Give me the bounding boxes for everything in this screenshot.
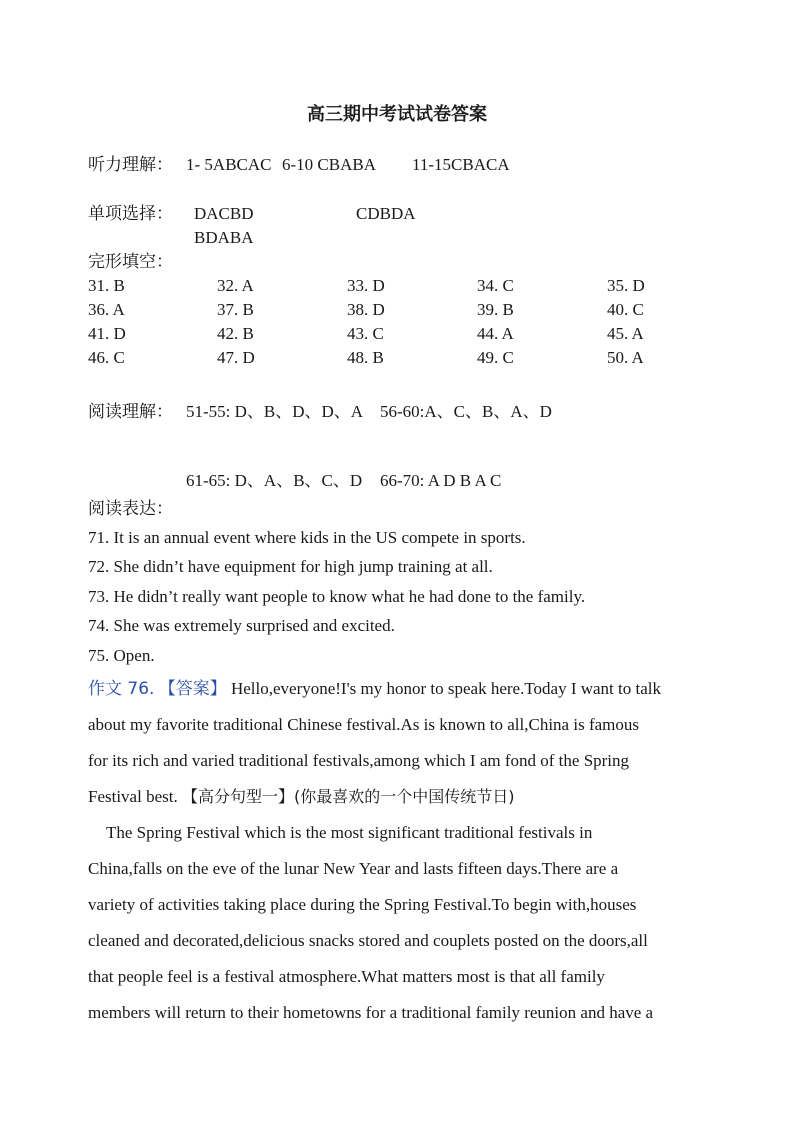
essay-paragraph-2: variety of activities taking place during the Spring Festival.To begin with,houses (88, 895, 637, 914)
cloze-answer: 43. C (347, 324, 384, 343)
reading-expression-label: 阅读表达： (88, 499, 173, 519)
listening-group-1: 1- 5ABCAC (186, 155, 272, 174)
reading-group-3: 61-65: D、A、B、C、D (186, 471, 363, 490)
single-choice-label: 单项选择： (88, 204, 173, 224)
cloze-answer: 34. C (477, 276, 514, 295)
cloze-answer: 35. D (607, 276, 645, 295)
cloze-answer: 38. D (347, 300, 385, 319)
cloze-answer: 39. B (477, 300, 514, 319)
cloze-answer: 36. A (88, 300, 125, 319)
cloze-answer: 44. A (477, 324, 514, 343)
reading-group-4: 66-70: A D B A C (380, 471, 502, 490)
single-choice-group-3: BDABA (194, 228, 254, 247)
reading-label: 阅读理解： (88, 402, 173, 422)
essay-paragraph-2: that people feel is a festival atmosphere.What matters most is that all family (88, 967, 605, 986)
essay-text: Festival best. (88, 787, 178, 806)
reading-expression-answer: 72. She didn’t have equipment for high jump training at all. (88, 557, 493, 576)
cloze-answer: 45. A (607, 324, 644, 343)
essay-first-line (88, 677, 661, 701)
cloze-answer: 37. B (217, 300, 254, 319)
essay-text: about my favorite traditional Chinese festival.As is known to all,China is famous (88, 715, 639, 734)
reading-group-2: 56-60:A、C、B、A、D (380, 402, 552, 421)
cloze-answer: 31. B (88, 276, 125, 295)
reading-expression-answer: 74. She was extremely surprised and excited. (88, 616, 395, 635)
listening-label: 听力理解： (88, 155, 173, 175)
cloze-answer: 50. A (607, 348, 644, 367)
essay-paragraph-2: China,falls on the eve of the lunar New Year and lasts fifteen days.There are a (88, 859, 619, 878)
essay-paragraph-2: The Spring Festival which is the most significant traditional festivals in (106, 823, 593, 842)
listening-group-3: 11-15CBACA (412, 155, 510, 174)
single-choice-group-2: CDBDA (356, 204, 416, 223)
cloze-answer: 46. C (88, 348, 125, 367)
cloze-answer: 41. D (88, 324, 126, 343)
cloze-answer: 42. B (217, 324, 254, 343)
essay-text: Hello,everyone!I's my honor to speak here.Today I want to talk (230, 679, 661, 698)
reading-expression-answer: 71. It is an annual event where kids in the US compete in sports. (88, 528, 526, 547)
essay-note: 【高分句型一】(你最喜欢的一个中国传统节日) (181, 787, 515, 806)
essay-line-with-note (88, 785, 514, 809)
cloze-answer: 32. A (217, 276, 254, 295)
essay-prefix: 作文 76. (88, 679, 155, 699)
reading-expression-answer: 75. Open. (88, 646, 155, 665)
cloze-answer: 33. D (347, 276, 385, 295)
essay-text: for its rich and varied traditional festivals,among which I am fond of the Spring (88, 751, 630, 770)
cloze-answer: 47. D (217, 348, 255, 367)
page-title: 高三期中考试试卷答案 (307, 104, 487, 125)
cloze-label: 完形填空： (88, 252, 173, 272)
cloze-answer: 49. C (477, 348, 514, 367)
cloze-answer: 40. C (607, 300, 644, 319)
reading-group-1: 51-55: D、B、D、D、A (186, 402, 364, 421)
essay-paragraph-2: members will return to their hometowns for a traditional family reunion and have a (88, 1003, 654, 1022)
essay-answer-tag: 【答案】 (158, 679, 227, 699)
single-choice-group-1: DACBD (194, 204, 254, 223)
essay-paragraph-2: cleaned and decorated,delicious snacks stored and couplets posted on the doors,all (88, 931, 648, 950)
listening-group-2: 6-10 CBABA (282, 155, 376, 174)
cloze-answer: 48. B (347, 348, 384, 367)
reading-expression-answer: 73. He didn’t really want people to know what he had done to the family. (88, 587, 586, 606)
